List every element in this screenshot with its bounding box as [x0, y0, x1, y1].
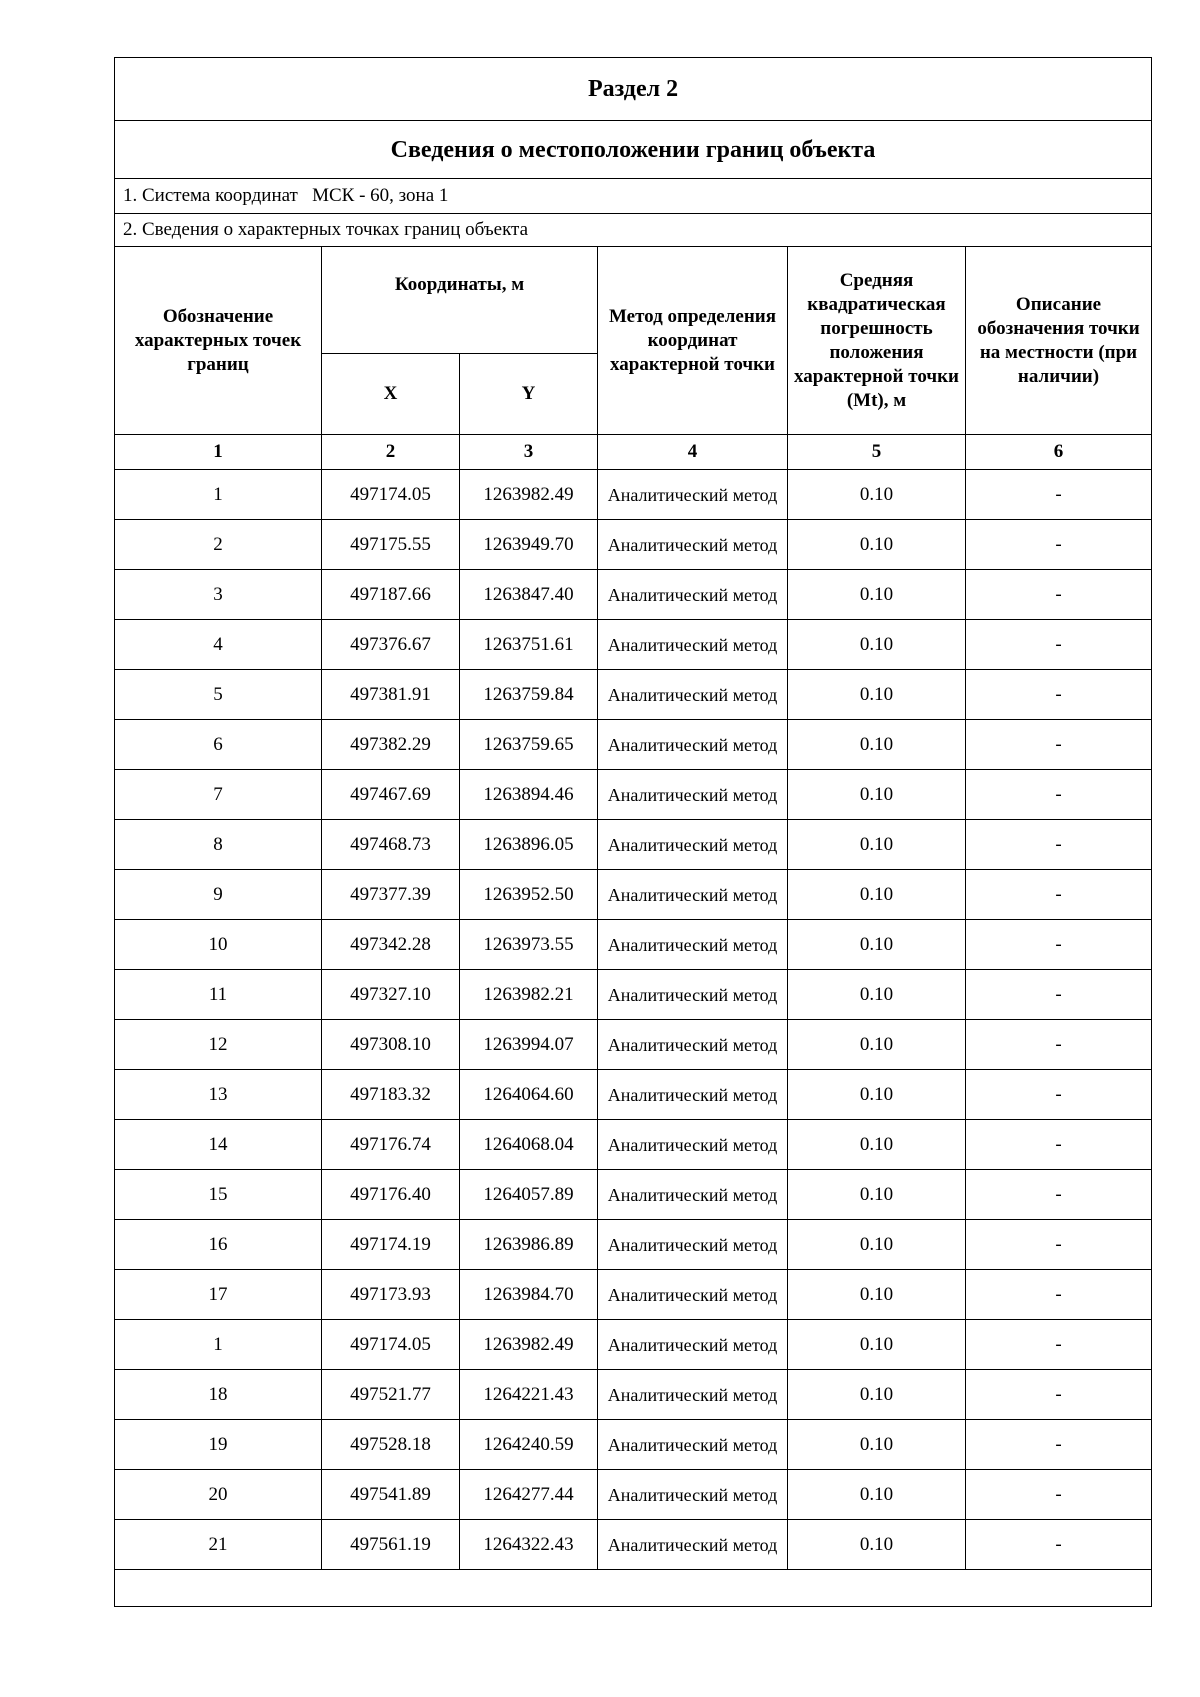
x-cell: 497175.55 — [322, 520, 460, 570]
header-y: Y — [460, 354, 598, 435]
description-cell: - — [966, 870, 1152, 920]
error-cell: 0.10 — [788, 720, 966, 770]
point-cell: 17 — [115, 1270, 322, 1320]
description-cell: - — [966, 1370, 1152, 1420]
table-row — [115, 1520, 1152, 1570]
x-cell: 497174.19 — [322, 1220, 460, 1270]
point-cell: 13 — [115, 1070, 322, 1120]
x-cell: 497382.29 — [322, 720, 460, 770]
point-cell: 11 — [115, 970, 322, 1020]
method-cell: Аналитический метод — [598, 720, 788, 770]
y-cell: 1263982.21 — [460, 970, 598, 1020]
error-cell: 0.10 — [788, 770, 966, 820]
table-row — [115, 1020, 1152, 1070]
y-cell: 1264221.43 — [460, 1370, 598, 1420]
y-cell: 1264277.44 — [460, 1470, 598, 1520]
table-row — [115, 820, 1152, 870]
error-cell: 0.10 — [788, 620, 966, 670]
method-cell: Аналитический метод — [598, 1420, 788, 1470]
y-cell: 1263759.65 — [460, 720, 598, 770]
point-cell: 9 — [115, 870, 322, 920]
error-cell: 0.10 — [788, 1370, 966, 1420]
y-cell: 1263984.70 — [460, 1270, 598, 1320]
header-coords: Координаты, м — [322, 247, 598, 354]
y-cell: 1264064.60 — [460, 1070, 598, 1120]
method-cell: Аналитический метод — [598, 670, 788, 720]
y-cell: 1263949.70 — [460, 520, 598, 570]
point-cell: 18 — [115, 1370, 322, 1420]
x-cell: 497183.32 — [322, 1070, 460, 1120]
description-cell: - — [966, 470, 1152, 520]
error-cell: 0.10 — [788, 1270, 966, 1320]
method-cell: Аналитический метод — [598, 1070, 788, 1120]
method-cell: Аналитический метод — [598, 1520, 788, 1570]
column-number: 6 — [966, 435, 1152, 470]
point-cell: 3 — [115, 570, 322, 620]
x-cell: 497521.77 — [322, 1370, 460, 1420]
table-row — [115, 620, 1152, 670]
x-cell: 497561.19 — [322, 1520, 460, 1570]
point-cell: 2 — [115, 520, 322, 570]
x-cell: 497174.05 — [322, 470, 460, 520]
table-row — [115, 1320, 1152, 1370]
header-description: Описание обозначения точки на местности (при наличии) — [966, 247, 1152, 435]
column-number: 2 — [322, 435, 460, 470]
y-cell: 1263894.46 — [460, 770, 598, 820]
error-cell: 0.10 — [788, 570, 966, 620]
table-row — [115, 520, 1152, 570]
x-cell: 497176.74 — [322, 1120, 460, 1170]
x-cell: 497342.28 — [322, 920, 460, 970]
x-cell: 497377.39 — [322, 870, 460, 920]
header-x: X — [322, 354, 460, 435]
error-cell: 0.10 — [788, 1020, 966, 1070]
y-cell: 1263986.89 — [460, 1220, 598, 1270]
point-cell: 4 — [115, 620, 322, 670]
boundary-table — [114, 57, 1152, 1607]
description-cell: - — [966, 1420, 1152, 1470]
table-row — [115, 1170, 1152, 1220]
method-cell: Аналитический метод — [598, 1020, 788, 1070]
empty-footer-row — [115, 1570, 1152, 1607]
y-cell: 1263982.49 — [460, 1320, 598, 1370]
x-cell: 497381.91 — [322, 670, 460, 720]
description-cell: - — [966, 920, 1152, 970]
point-cell: 8 — [115, 820, 322, 870]
table-row — [115, 770, 1152, 820]
table-row — [115, 1270, 1152, 1320]
error-cell: 0.10 — [788, 970, 966, 1020]
y-cell: 1263982.49 — [460, 470, 598, 520]
description-cell: - — [966, 770, 1152, 820]
description-cell: - — [966, 620, 1152, 670]
table-row — [115, 1070, 1152, 1120]
column-number: 5 — [788, 435, 966, 470]
error-cell: 0.10 — [788, 1120, 966, 1170]
method-cell: Аналитический метод — [598, 620, 788, 670]
method-cell: Аналитический метод — [598, 1320, 788, 1370]
error-cell: 0.10 — [788, 920, 966, 970]
table-row — [115, 720, 1152, 770]
method-cell: Аналитический метод — [598, 920, 788, 970]
coord-system-line: 1. Система координат МСК - 60, зона 1 — [115, 179, 1152, 214]
y-cell: 1264057.89 — [460, 1170, 598, 1220]
y-cell: 1263759.84 — [460, 670, 598, 720]
table-row — [115, 870, 1152, 920]
column-number: 1 — [115, 435, 322, 470]
table-row — [115, 970, 1152, 1020]
method-cell: Аналитический метод — [598, 1170, 788, 1220]
method-cell: Аналитический метод — [598, 970, 788, 1020]
column-number: 4 — [598, 435, 788, 470]
method-cell: Аналитический метод — [598, 520, 788, 570]
point-cell: 16 — [115, 1220, 322, 1270]
description-cell: - — [966, 970, 1152, 1020]
point-cell: 6 — [115, 720, 322, 770]
table-row — [115, 1420, 1152, 1470]
error-cell: 0.10 — [788, 470, 966, 520]
column-number-row — [115, 435, 1152, 470]
y-cell: 1264322.43 — [460, 1520, 598, 1570]
document-sheet — [114, 57, 1151, 1607]
y-cell: 1263896.05 — [460, 820, 598, 870]
error-cell: 0.10 — [788, 820, 966, 870]
error-cell: 0.10 — [788, 1520, 966, 1570]
empty-cell — [115, 1570, 1152, 1607]
y-cell: 1263973.55 — [460, 920, 598, 970]
method-cell: Аналитический метод — [598, 1470, 788, 1520]
y-cell: 1263751.61 — [460, 620, 598, 670]
point-cell: 10 — [115, 920, 322, 970]
description-cell: - — [966, 1520, 1152, 1570]
method-cell: Аналитический метод — [598, 1120, 788, 1170]
header-error: Средняя квадратическая погрешность положения характерной точки (Mt), м — [788, 247, 966, 435]
description-cell: - — [966, 1020, 1152, 1070]
x-cell: 497528.18 — [322, 1420, 460, 1470]
table-row — [115, 1370, 1152, 1420]
point-cell: 12 — [115, 1020, 322, 1070]
point-cell: 7 — [115, 770, 322, 820]
y-cell: 1264240.59 — [460, 1420, 598, 1470]
x-cell: 497187.66 — [322, 570, 460, 620]
y-cell: 1263847.40 — [460, 570, 598, 620]
description-cell: - — [966, 1070, 1152, 1120]
x-cell: 497176.40 — [322, 1170, 460, 1220]
error-cell: 0.10 — [788, 1320, 966, 1370]
point-cell: 1 — [115, 1320, 322, 1370]
description-cell: - — [966, 1470, 1152, 1520]
table-row — [115, 670, 1152, 720]
error-cell: 0.10 — [788, 870, 966, 920]
point-cell: 19 — [115, 1420, 322, 1470]
error-cell: 0.10 — [788, 1470, 966, 1520]
method-cell: Аналитический метод — [598, 1220, 788, 1270]
method-cell: Аналитический метод — [598, 1370, 788, 1420]
table-row — [115, 1120, 1152, 1170]
point-cell: 21 — [115, 1520, 322, 1570]
point-cell: 5 — [115, 670, 322, 720]
y-cell: 1263952.50 — [460, 870, 598, 920]
point-cell: 20 — [115, 1470, 322, 1520]
description-cell: - — [966, 1170, 1152, 1220]
method-cell: Аналитический метод — [598, 870, 788, 920]
table-row — [115, 570, 1152, 620]
table-row — [115, 1220, 1152, 1270]
method-cell: Аналитический метод — [598, 470, 788, 520]
description-cell: - — [966, 670, 1152, 720]
x-cell: 497376.67 — [322, 620, 460, 670]
x-cell: 497468.73 — [322, 820, 460, 870]
description-cell: - — [966, 1270, 1152, 1320]
page-title: Сведения о местоположении границ объекта — [115, 121, 1152, 179]
point-cell: 14 — [115, 1120, 322, 1170]
method-cell: Аналитический метод — [598, 770, 788, 820]
error-cell: 0.10 — [788, 1070, 966, 1120]
x-cell: 497467.69 — [322, 770, 460, 820]
description-cell: - — [966, 820, 1152, 870]
x-cell: 497174.05 — [322, 1320, 460, 1370]
method-cell: Аналитический метод — [598, 820, 788, 870]
table-row — [115, 1470, 1152, 1520]
point-cell: 15 — [115, 1170, 322, 1220]
table-row — [115, 920, 1152, 970]
error-cell: 0.10 — [788, 1170, 966, 1220]
x-cell: 497327.10 — [322, 970, 460, 1020]
method-cell: Аналитический метод — [598, 1270, 788, 1320]
description-cell: - — [966, 1320, 1152, 1370]
x-cell: 497173.93 — [322, 1270, 460, 1320]
method-cell: Аналитический метод — [598, 570, 788, 620]
point-cell: 1 — [115, 470, 322, 520]
x-cell: 497308.10 — [322, 1020, 460, 1070]
error-cell: 0.10 — [788, 1220, 966, 1270]
column-number: 3 — [460, 435, 598, 470]
error-cell: 0.10 — [788, 1420, 966, 1470]
header-method: Метод определения координат характерной точки — [598, 247, 788, 435]
table-row — [115, 470, 1152, 520]
y-cell: 1263994.07 — [460, 1020, 598, 1070]
description-cell: - — [966, 1120, 1152, 1170]
error-cell: 0.10 — [788, 520, 966, 570]
x-cell: 497541.89 — [322, 1470, 460, 1520]
description-cell: - — [966, 1220, 1152, 1270]
description-cell: - — [966, 570, 1152, 620]
header-point: Обозначение характерных точек границ — [115, 247, 322, 435]
description-cell: - — [966, 520, 1152, 570]
y-cell: 1264068.04 — [460, 1120, 598, 1170]
points-info-line: 2. Сведения о характерных точках границ объекта — [115, 214, 1152, 247]
description-cell: - — [966, 720, 1152, 770]
section-heading: Раздел 2 — [115, 58, 1152, 121]
error-cell: 0.10 — [788, 670, 966, 720]
